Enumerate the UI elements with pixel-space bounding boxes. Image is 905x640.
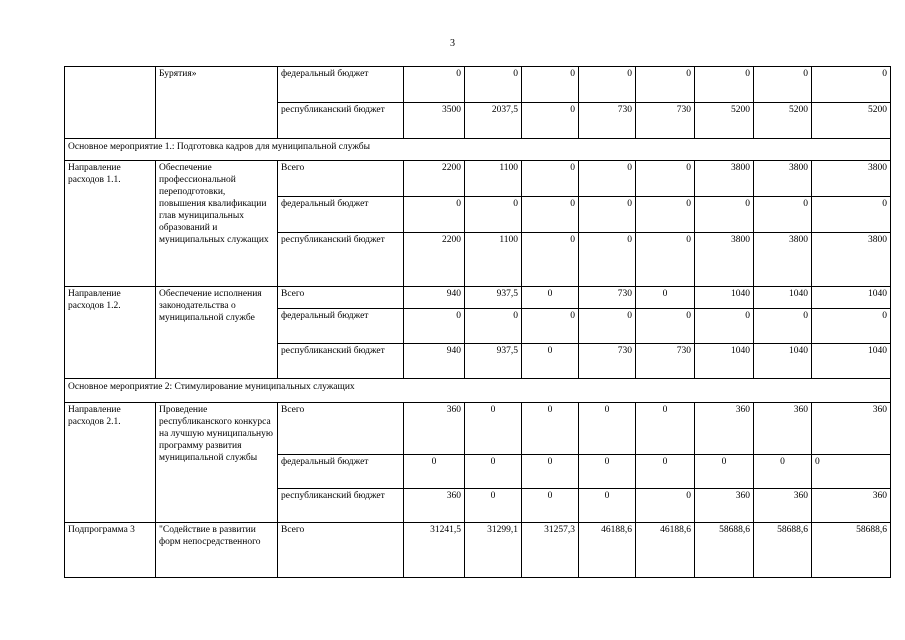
value-cell: 0	[812, 197, 891, 233]
row-label-cell	[65, 67, 156, 139]
row-label-cell: Подпрограмма 3	[65, 523, 156, 578]
value-cell: 0	[522, 489, 579, 523]
value-cell: 0	[636, 455, 695, 489]
value-cell: 31299,1	[465, 523, 522, 578]
value-cell: 0	[636, 197, 695, 233]
value-cell: 0	[404, 455, 465, 489]
value-cell: 0	[522, 233, 579, 287]
value-cell: 0	[465, 197, 522, 233]
value-cell: 2037,5	[465, 103, 522, 139]
funding-source-cell: федеральный бюджет	[278, 197, 404, 233]
value-cell: 1040	[812, 287, 891, 309]
value-cell: 0	[522, 197, 579, 233]
value-cell: 360	[695, 403, 754, 455]
value-cell: 0	[754, 309, 812, 344]
section-row	[65, 379, 891, 403]
value-cell: 3500	[404, 103, 465, 139]
value-cell: 0	[522, 309, 579, 344]
value-cell: 2200	[404, 161, 465, 197]
value-cell: 0	[522, 403, 579, 455]
value-cell: 0	[579, 161, 636, 197]
value-cell: 1040	[812, 344, 891, 379]
table-row	[65, 287, 891, 309]
value-cell: 0	[636, 161, 695, 197]
value-cell: 1040	[695, 344, 754, 379]
value-cell: 0	[812, 67, 891, 103]
value-cell: 730	[636, 103, 695, 139]
value-cell: 58688,6	[695, 523, 754, 578]
value-cell: 3800	[812, 233, 891, 287]
value-cell: 940	[404, 344, 465, 379]
value-cell: 360	[404, 489, 465, 523]
value-cell: 0	[579, 403, 636, 455]
budget-table	[64, 66, 891, 578]
value-cell: 0	[522, 103, 579, 139]
value-cell: 0	[695, 455, 754, 489]
value-cell: 0	[404, 309, 465, 344]
funding-source-cell: федеральный бюджет	[278, 309, 404, 344]
value-cell: 730	[579, 103, 636, 139]
funding-source-cell: федеральный бюджет	[278, 67, 404, 103]
row-description-cell: Обеспечение исполнения законодательства о муниципальной службе	[156, 287, 278, 379]
value-cell: 0	[579, 67, 636, 103]
row-description-cell: Обеспечение профессиональной переподготовки, повышения квалификации глав муниципальных образований и муниципальных служащих	[156, 161, 278, 287]
value-cell: 0	[404, 67, 465, 103]
table-row	[65, 161, 891, 197]
value-cell: 0	[636, 233, 695, 287]
value-cell: 0	[465, 489, 522, 523]
value-cell: 3800	[695, 233, 754, 287]
value-cell: 0	[465, 67, 522, 103]
funding-source-cell: республиканский бюджет	[278, 233, 404, 287]
value-cell: 0	[465, 455, 522, 489]
value-cell: 0	[579, 309, 636, 344]
value-cell: 0	[695, 67, 754, 103]
value-cell: 0	[636, 403, 695, 455]
funding-source-cell: республиканский бюджет	[278, 103, 404, 139]
value-cell: 0	[579, 489, 636, 523]
value-cell: 2200	[404, 233, 465, 287]
value-cell: 730	[579, 287, 636, 309]
table-row	[65, 523, 891, 578]
value-cell: 360	[812, 489, 891, 523]
value-cell: 730	[579, 344, 636, 379]
value-cell: 3800	[754, 161, 812, 197]
value-cell: 5200	[812, 103, 891, 139]
value-cell: 0	[754, 197, 812, 233]
funding-source-cell: республиканский бюджет	[278, 489, 404, 523]
value-cell: 0	[579, 233, 636, 287]
value-cell: 3800	[695, 161, 754, 197]
value-cell: 46188,6	[579, 523, 636, 578]
value-cell: 1040	[754, 287, 812, 309]
section-heading: Основное мероприятие 2: Стимулирование муниципальных служащих	[65, 379, 891, 403]
value-cell: 58688,6	[754, 523, 812, 578]
value-cell: 0	[636, 67, 695, 103]
value-cell: 0	[636, 489, 695, 523]
value-cell: 0	[465, 403, 522, 455]
value-cell: 0	[695, 197, 754, 233]
value-cell: 0	[522, 344, 579, 379]
value-cell: 0	[522, 161, 579, 197]
value-cell: 3800	[812, 161, 891, 197]
value-cell: 0	[812, 455, 891, 489]
funding-source-cell: Всего	[278, 161, 404, 197]
value-cell: 1100	[465, 161, 522, 197]
row-label-cell: Направление расходов 1.2.	[65, 287, 156, 379]
value-cell: 1100	[465, 233, 522, 287]
value-cell: 0	[695, 309, 754, 344]
section-heading: Основное мероприятие 1.: Подготовка кадров для муниципальной службы	[65, 139, 891, 161]
value-cell: 730	[636, 344, 695, 379]
value-cell: 360	[754, 489, 812, 523]
funding-source-cell: федеральный бюджет	[278, 455, 404, 489]
value-cell: 0	[465, 309, 522, 344]
value-cell: 360	[754, 403, 812, 455]
value-cell: 0	[579, 197, 636, 233]
funding-source-cell: Всего	[278, 523, 404, 578]
value-cell: 0	[636, 287, 695, 309]
table-row	[65, 67, 891, 103]
value-cell: 5200	[754, 103, 812, 139]
value-cell: 937,5	[465, 344, 522, 379]
page-number: 3	[450, 38, 455, 49]
value-cell: 31257,3	[522, 523, 579, 578]
value-cell: 0	[636, 309, 695, 344]
value-cell: 940	[404, 287, 465, 309]
value-cell: 937,5	[465, 287, 522, 309]
table-row	[65, 403, 891, 455]
funding-source-cell: Всего	[278, 403, 404, 455]
value-cell: 0	[522, 287, 579, 309]
value-cell: 0	[579, 455, 636, 489]
value-cell: 0	[522, 67, 579, 103]
row-description-cell: "Содействие в развитии форм непосредственного	[156, 523, 278, 578]
value-cell: 31241,5	[404, 523, 465, 578]
value-cell: 360	[812, 403, 891, 455]
value-cell: 1040	[754, 344, 812, 379]
row-label-cell: Направление расходов 1.1.	[65, 161, 156, 287]
value-cell: 58688,6	[812, 523, 891, 578]
value-cell: 0	[812, 309, 891, 344]
value-cell: 3800	[754, 233, 812, 287]
value-cell: 46188,6	[636, 523, 695, 578]
funding-source-cell: республиканский бюджет	[278, 344, 404, 379]
value-cell: 1040	[695, 287, 754, 309]
value-cell: 0	[754, 455, 812, 489]
value-cell: 5200	[695, 103, 754, 139]
value-cell: 0	[522, 455, 579, 489]
row-description-cell: Проведение республиканского конкурса на лучшую муниципальную программу развития муниципальной службы	[156, 403, 278, 523]
value-cell: 0	[754, 67, 812, 103]
funding-source-cell: Всего	[278, 287, 404, 309]
section-row	[65, 139, 891, 161]
row-label-cell: Направление расходов 2.1.	[65, 403, 156, 523]
row-description-cell: Бурятия»	[156, 67, 278, 139]
value-cell: 360	[695, 489, 754, 523]
value-cell: 360	[404, 403, 465, 455]
value-cell: 0	[404, 197, 465, 233]
